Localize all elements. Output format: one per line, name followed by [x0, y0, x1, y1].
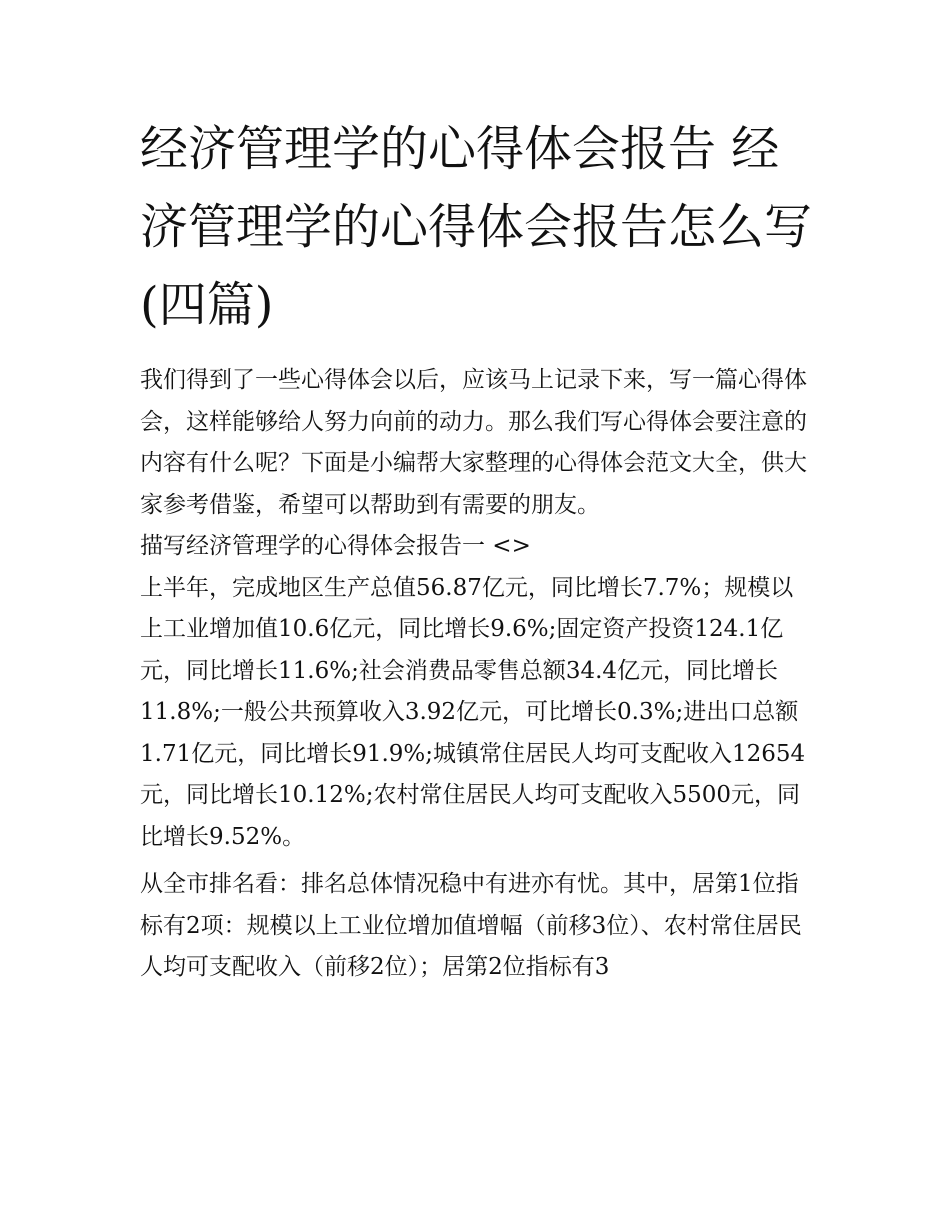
intro-paragraph: 我们得到了一些心得体会以后，应该马上记录下来，写一篇心得体会，这样能够给人努力向前的动力。那么我们写心得体会要注意的内容有什么呢？下面是小编帮大家整理的心得体会范文大全，供大家参考借鉴，希望可以帮助到有需要的朋友。 — [140, 367, 807, 518]
ranking-paragraph: 从全市排名看：排名总体情况稳中有进亦有忧。其中，居第1位指标有2项：规模以上工业位增加值增幅（前移3位）、农村常住居民人均可支配收入（前移2位）；居第2位指标有3 — [140, 871, 802, 980]
document-title: 经济管理学的心得体会报告 经济管理学的心得体会报告怎么写(四篇) — [140, 121, 813, 333]
section-heading: 描写经济管理学的心得体会报告一 <> — [140, 533, 531, 559]
document-body — [140, 360, 815, 989]
statistics-paragraph: 上半年，完成地区生产总值56.87亿元，同比增长7.7%；规模以上工业增加值10.6亿元，同比增长9.6%;固定资产投资124.1亿元，同比增长11.6%;社会消费品零售总额34.4亿元，同比增长11.8%;一般公共预算收入3.92亿元，可比增长0.3%;进出口总额1.71亿元，同比增长91.9%;城镇常住居民人均可支配收入12654元，同比增长10.12%;农村常住居民人均可支配收入5500元，同比增长9.52%。 — [140, 574, 806, 850]
